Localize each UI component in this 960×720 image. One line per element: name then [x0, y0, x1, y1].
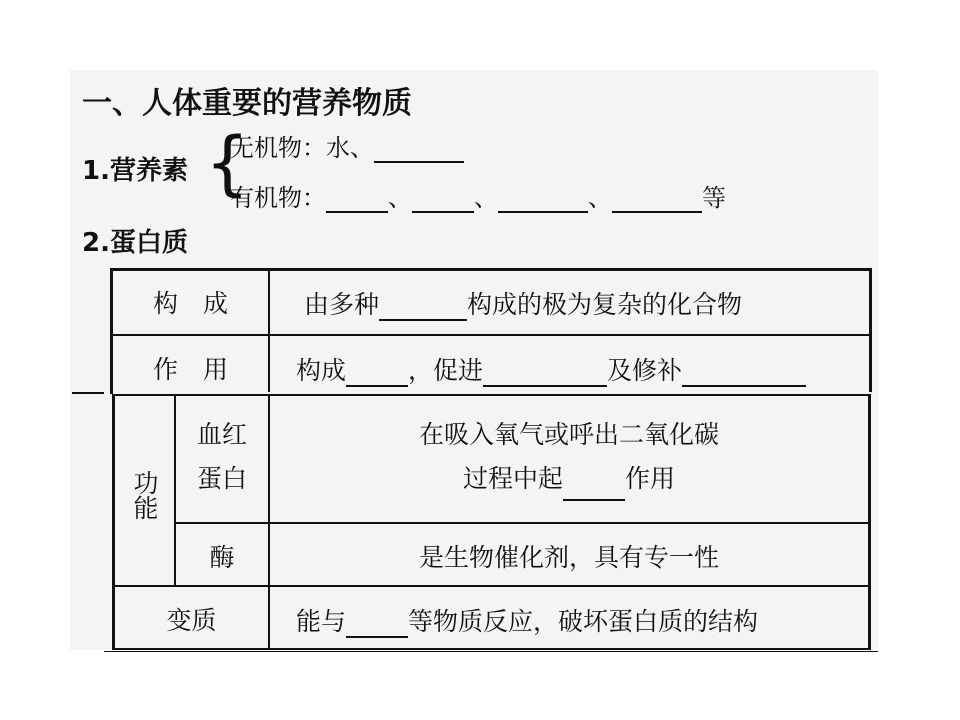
organic-row — [230, 178, 726, 213]
table-border-bottom — [112, 648, 871, 650]
denature-text-a: 能与 — [296, 607, 347, 636]
nutrients-heading: 1.营养素 — [82, 156, 188, 186]
blank-organic-4 — [612, 189, 702, 213]
organic-sep-1: 、 — [388, 184, 412, 212]
composition-text — [304, 285, 742, 321]
enzyme-text: 是生物催化剂，具有专一性 — [418, 543, 719, 572]
blank-denature — [346, 614, 408, 638]
row-divider-3 — [174, 522, 870, 524]
composition-label: 构 成 — [152, 289, 228, 318]
enzyme-label: 酶 — [209, 543, 235, 572]
hemoglobin-text-1: 在吸入氧气或呼出二氧化碳 — [418, 420, 719, 449]
table-border-right-upper — [869, 268, 872, 392]
organic-label: 有机物： — [230, 184, 326, 212]
organic-sep-3: 、 — [588, 184, 612, 212]
hemoglobin-text-2 — [270, 457, 868, 501]
denature-label: 变质 — [166, 606, 217, 635]
blank-role-2 — [483, 363, 607, 387]
role-text — [296, 351, 806, 387]
organic-sep-2: 、 — [474, 184, 498, 212]
blank-organic-3 — [498, 189, 588, 213]
stray-line — [72, 392, 104, 394]
bottom-rule — [104, 651, 878, 652]
brace-symbol: { — [205, 122, 250, 204]
blank-composition — [379, 297, 467, 321]
role-text-c: 及修补 — [607, 356, 683, 385]
protein-heading: 2.蛋白质 — [82, 228, 188, 258]
blank-role-1 — [346, 363, 408, 387]
composition-text-b: 构成的极为复杂的化合物 — [467, 290, 743, 319]
hemoglobin-text — [270, 413, 868, 501]
table-border-top — [110, 268, 872, 271]
role-text-a: 构成 — [296, 356, 347, 385]
hemoglobin-label-2: 蛋白 — [196, 464, 247, 493]
blank-organic-1 — [326, 189, 388, 213]
denature-text-b: 等物质反应，破坏蛋白质的结构 — [408, 607, 759, 636]
blank-role-3 — [682, 363, 806, 387]
row-divider-1 — [110, 334, 872, 336]
hemoglobin-text-2a: 过程中起 — [462, 464, 563, 493]
row-divider-2 — [112, 394, 870, 396]
denature-text — [296, 602, 758, 638]
organic-end: 等 — [702, 184, 726, 212]
hemoglobin-label — [176, 413, 268, 501]
role-text-b: ，促进 — [408, 356, 484, 385]
hemoglobin-text-2b: 作用 — [625, 464, 676, 493]
inorganic-row — [230, 128, 464, 163]
blank-hemoglobin — [563, 473, 625, 501]
col-divider-upper — [268, 268, 270, 392]
inorganic-label: 无机物：水、 — [230, 134, 374, 162]
hemoglobin-label-1: 血红 — [196, 420, 247, 449]
blank-organic-2 — [412, 189, 474, 213]
role-label: 作 用 — [152, 355, 228, 384]
row-divider-4 — [112, 585, 870, 587]
section-title: 一、人体重要的营养物质 — [82, 86, 412, 121]
function-label: 功能 — [130, 470, 159, 520]
composition-text-a: 由多种 — [304, 290, 380, 319]
blank-inorganic — [374, 139, 464, 163]
